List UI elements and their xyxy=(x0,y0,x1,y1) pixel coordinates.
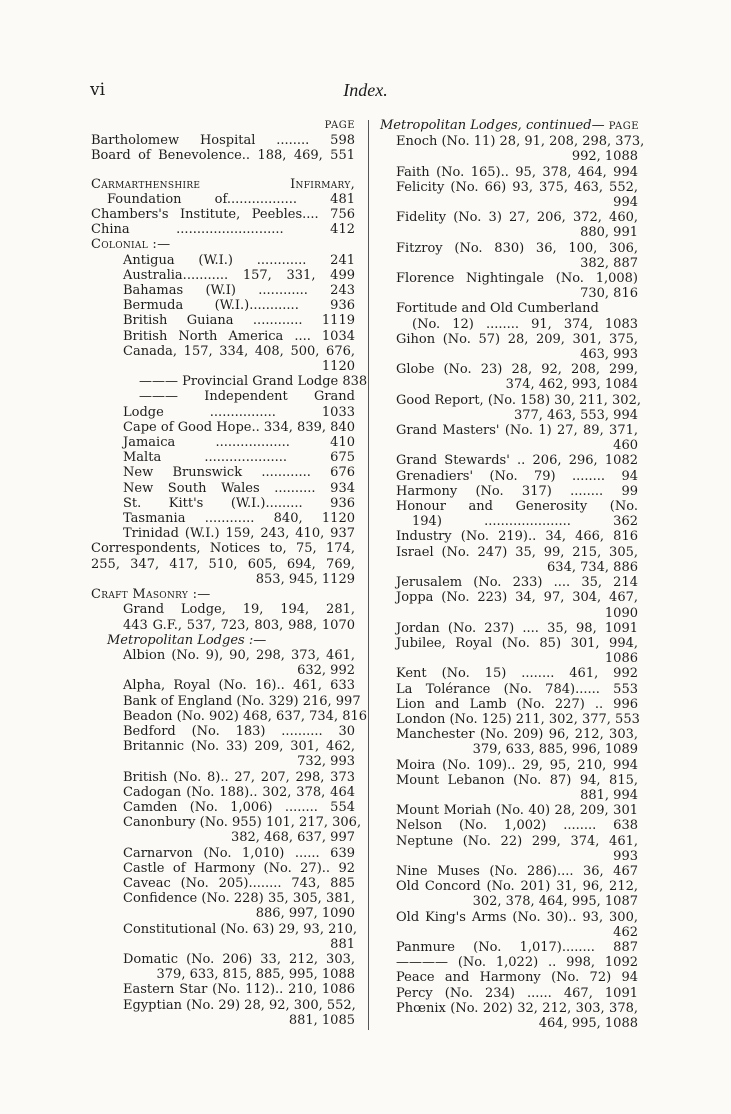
index-entry: Faith (No. 165).. 95, 378, 464, 994 xyxy=(396,164,638,180)
index-entry-continuation: 853, 945, 1129 xyxy=(255,571,355,587)
index-entry: Bank of England (No. 329) 216, 997 xyxy=(123,693,361,709)
continued-heading xyxy=(380,118,638,134)
index-entry: Beadon (No. 902) 468, 637, 734, 816 xyxy=(123,708,368,724)
page-number: vi xyxy=(90,80,106,100)
index-entry: Israel (No. 247) 35, 99, 215, 305, xyxy=(396,544,638,560)
index-entry: Harmony (No. 317) ........ 99 xyxy=(396,483,638,499)
index-entry: Britannic (No. 33) 209, 301, 462, xyxy=(123,739,355,755)
index-entry-continuation: 886, 997, 1090 xyxy=(255,906,355,922)
index-entry: Fortitude and Old Cumberland xyxy=(396,301,599,317)
index-entry-continuation: 730, 816 xyxy=(580,286,638,302)
continued-title: Metropolitan Lodges, continued— xyxy=(380,118,605,133)
index-entry: Correspondents, Notices to, 75, 174, xyxy=(91,541,355,557)
index-entry-continuation: 382, 468, 637, 997 xyxy=(230,830,355,846)
index-entry: Chambers's Institute, Peebles.... 756 xyxy=(91,207,355,223)
index-entry: Fidelity (No. 3) 27, 206, 372, 460, xyxy=(396,210,638,226)
index-entry: Globe (No. 23) 28, 92, 208, 299, xyxy=(396,362,638,378)
index-entry: Old Concord (No. 201) 31, 96, 212, xyxy=(396,879,638,895)
index-entry: ———— (No. 1,022) .. 998, 1092 xyxy=(396,955,638,971)
index-entry: Cadogan (No. 188).. 302, 378, 464 xyxy=(123,784,355,800)
index-entry: Mount Lebanon (No. 87) 94, 815, xyxy=(396,772,638,788)
index-entry-continuation: 460 xyxy=(613,438,638,454)
index-entry: Cape of Good Hope.. 334, 839, 840 xyxy=(123,419,355,435)
index-entry-continuation: 379, 633, 815, 885, 995, 1088 xyxy=(156,967,355,983)
index-entry: Nelson (No. 1,002) ........ 638 xyxy=(396,818,638,834)
index-entry: Industry (No. 219).. 34, 466, 816 xyxy=(396,529,638,545)
index-entry-continuation: 880, 991 xyxy=(580,225,638,241)
index-entry: Jamaica .................. 410 xyxy=(123,435,355,451)
index-entry: Canada, 157, 334, 408, 500, 676, xyxy=(123,343,355,359)
index-entry-continuation: 462 xyxy=(613,924,638,940)
index-entry: St. Kitt's (W.I.)......... 936 xyxy=(123,495,355,511)
index-entry-continuation: 382, 887 xyxy=(580,255,638,271)
index-column-left xyxy=(91,118,368,1028)
index-entry: Confidence (No. 228) 35, 305, 381, xyxy=(123,891,355,907)
index-entry-continuation: 992, 1088 xyxy=(571,149,638,165)
index-entry: Joppa (No. 223) 34, 97, 304, 467, xyxy=(396,590,638,606)
index-entry-continuation: 443 G.F., 537, 723, 803, 988, 1070 xyxy=(123,617,355,633)
index-entry: Phœnix (No. 202) 32, 212, 303, 378, xyxy=(396,1000,638,1016)
index-entry: Grand Stewards' .. 206, 296, 1082 xyxy=(396,453,638,469)
index-entry: Old King's Arms (No. 30).. 93, 300, xyxy=(396,909,638,925)
index-entry-continuation: Lodge ................ 1033 xyxy=(123,404,355,420)
index-entry-continuation: 632, 992 xyxy=(297,663,355,679)
index-heading: Colonial :— xyxy=(91,237,171,253)
index-entry: Carnarvon (No. 1,010) ...... 639 xyxy=(123,845,355,861)
index-column-right xyxy=(380,118,645,1031)
index-entry-continuation: 194) ..................... 362 xyxy=(412,514,638,530)
index-entry: Lion and Lamb (No. 227) .. 996 xyxy=(396,696,638,712)
index-entry: Canonbury (No. 955) 101, 217, 306, xyxy=(123,815,362,831)
index-entry: ——— Independent Grand xyxy=(139,389,355,405)
index-entry-continuation: 881, 1085 xyxy=(288,1012,355,1028)
index-entry: Malta .................... 675 xyxy=(123,450,355,466)
index-entry-continuation: 732, 993 xyxy=(297,754,355,770)
index-entry: Australia........... 157, 331, 499 xyxy=(123,267,355,283)
index-entry: British (No. 8).. 27, 207, 298, 373 xyxy=(123,769,355,785)
index-entry: Nine Muses (No. 286).... 36, 467 xyxy=(396,863,638,879)
index-entry: New Brunswick ............ 676 xyxy=(123,465,355,481)
index-entry: Honour and Generosity (No. xyxy=(396,499,638,515)
index-entry-continuation: 255, 347, 417, 510, 605, 694, 769, xyxy=(91,556,355,572)
index-subheading: Metropolitan Lodges :— xyxy=(107,632,267,648)
index-heading: Craft Masonry :— xyxy=(91,587,211,603)
index-entry-continuation: 881, 994 xyxy=(580,787,638,803)
index-entry: Jubilee, Royal (No. 85) 301, 994, xyxy=(396,635,638,651)
index-entry: Grenadiers' (No. 79) ........ 94 xyxy=(396,468,638,484)
index-entry: Mount Moriah (No. 40) 28, 209, 301 xyxy=(396,803,638,819)
index-entry: Carmarthenshire Infirmary, xyxy=(91,176,355,192)
index-entry: Moira (No. 109).. 29, 95, 210, 994 xyxy=(396,757,638,773)
index-entry: British North America .... 1034 xyxy=(123,328,355,344)
index-entry: Bedford (No. 183) .......... 30 xyxy=(123,723,355,739)
page-label: PAGE xyxy=(608,121,640,132)
index-entry: Florence Nightingale (No. 1,008) xyxy=(396,271,638,287)
index-entry: British Guiana ............ 1119 xyxy=(123,313,355,329)
index-entry: New South Wales .......... 934 xyxy=(123,480,355,496)
index-entry: Fitzroy (No. 830) 36, 100, 306, xyxy=(396,240,638,256)
index-entry: Felicity (No. 66) 93, 375, 463, 552, xyxy=(396,179,638,195)
index-entry: Good Report, (No. 158) 30, 211, 302, xyxy=(396,392,641,408)
index-entry-continuation: 881 xyxy=(330,936,355,952)
index-entry-continuation: 1090 xyxy=(604,605,638,621)
index-entry: Caveac (No. 205)........ 743, 885 xyxy=(123,875,355,891)
index-entry: Neptune (No. 22) 299, 374, 461, xyxy=(396,833,638,849)
index-entry: London (No. 125) 211, 302, 377, 553 xyxy=(396,711,640,727)
index-entry-continuation: 302, 378, 464, 995, 1087 xyxy=(472,894,638,910)
column-divider xyxy=(368,120,369,1030)
index-entry-continuation: 463, 993 xyxy=(580,347,638,363)
index-entry: Gihon (No. 57) 28, 209, 301, 375, xyxy=(396,331,638,347)
index-entry: La Tolérance (No. 784)...... 553 xyxy=(396,681,638,697)
index-entry: Bermuda (W.I.)............ 936 xyxy=(123,298,355,314)
index-entry: Trinidad (W.I.) 159, 243, 410, 937 xyxy=(123,526,355,542)
index-entry: Peace and Harmony (No. 72) 94 xyxy=(396,970,638,986)
page-label: PAGE xyxy=(324,120,355,131)
index-entry: Manchester (No. 209) 96, 212, 303, xyxy=(396,727,638,743)
index-entry: Enoch (No. 11) 28, 91, 208, 298, 373, xyxy=(396,134,645,150)
index-entry-continuation: 374, 462, 993, 1084 xyxy=(505,377,638,393)
index-entry: Domatic (No. 206) 33, 212, 303, xyxy=(123,951,355,967)
index-entry: Grand Masters' (No. 1) 27, 89, 371, xyxy=(396,423,638,439)
index-entry: Bahamas (W.I) ............ 243 xyxy=(123,283,355,299)
index-entry: Antigua (W.I.) ............ 241 xyxy=(123,252,355,268)
index-entry: Jerusalem (No. 233) .... 35, 214 xyxy=(396,575,638,591)
index-entry-continuation: 1086 xyxy=(604,651,638,667)
index-entry-continuation: 377, 463, 553, 994 xyxy=(513,407,638,423)
index-entry-continuation: 379, 633, 885, 996, 1089 xyxy=(472,742,638,758)
index-entry: Kent (No. 15) ........ 461, 992 xyxy=(396,666,638,682)
index-entry-continuation: 634, 734, 886 xyxy=(547,559,638,575)
index-entry: Board of Benevolence.. 188, 469, 551 xyxy=(91,148,355,164)
index-entry: Egyptian (No. 29) 28, 92, 300, 552, xyxy=(123,997,356,1013)
entry-gap xyxy=(91,164,355,177)
index-entry: Eastern Star (No. 112).. 210, 1086 xyxy=(123,982,355,998)
index-entry: Camden (No. 1,006) ........ 554 xyxy=(123,799,355,815)
index-entry: Bartholomew Hospital ........ 598 xyxy=(91,133,355,149)
index-entry: Castle of Harmony (No. 27).. 92 xyxy=(123,860,355,876)
page-title: Index. xyxy=(343,80,388,100)
index-entry: Albion (No. 9), 90, 298, 373, 461, xyxy=(123,647,355,663)
index-entry: ——— Provincial Grand Lodge 838 xyxy=(139,374,368,390)
page-header xyxy=(0,80,731,106)
index-entry: Alpha, Royal (No. 16).. 461, 633 xyxy=(123,678,355,694)
index-entry: Jordan (No. 237) .... 35, 98, 1091 xyxy=(396,620,638,636)
index-entry-continuation: 993 xyxy=(613,848,638,864)
index-entry: Grand Lodge, 19, 194, 281, xyxy=(123,602,355,618)
index-entry-continuation: (No. 12) ........ 91, 374, 1083 xyxy=(412,316,638,332)
index-entry: Panmure (No. 1,017)........ 887 xyxy=(396,939,638,955)
index-entry-continuation: 1120 xyxy=(321,359,355,375)
index-entry: Constitutional (No. 63) 29, 93, 210, xyxy=(123,921,358,937)
index-entry: Percy (No. 234) ...... 467, 1091 xyxy=(396,985,638,1001)
index-entry-continuation: 994 xyxy=(613,195,638,211)
index-entry-continuation: 464, 995, 1088 xyxy=(538,1015,638,1031)
index-entry: Foundation of................. 481 xyxy=(107,191,355,207)
index-entry: China .......................... 412 xyxy=(91,222,355,238)
index-entry: Tasmania ............ 840, 1120 xyxy=(123,511,355,527)
